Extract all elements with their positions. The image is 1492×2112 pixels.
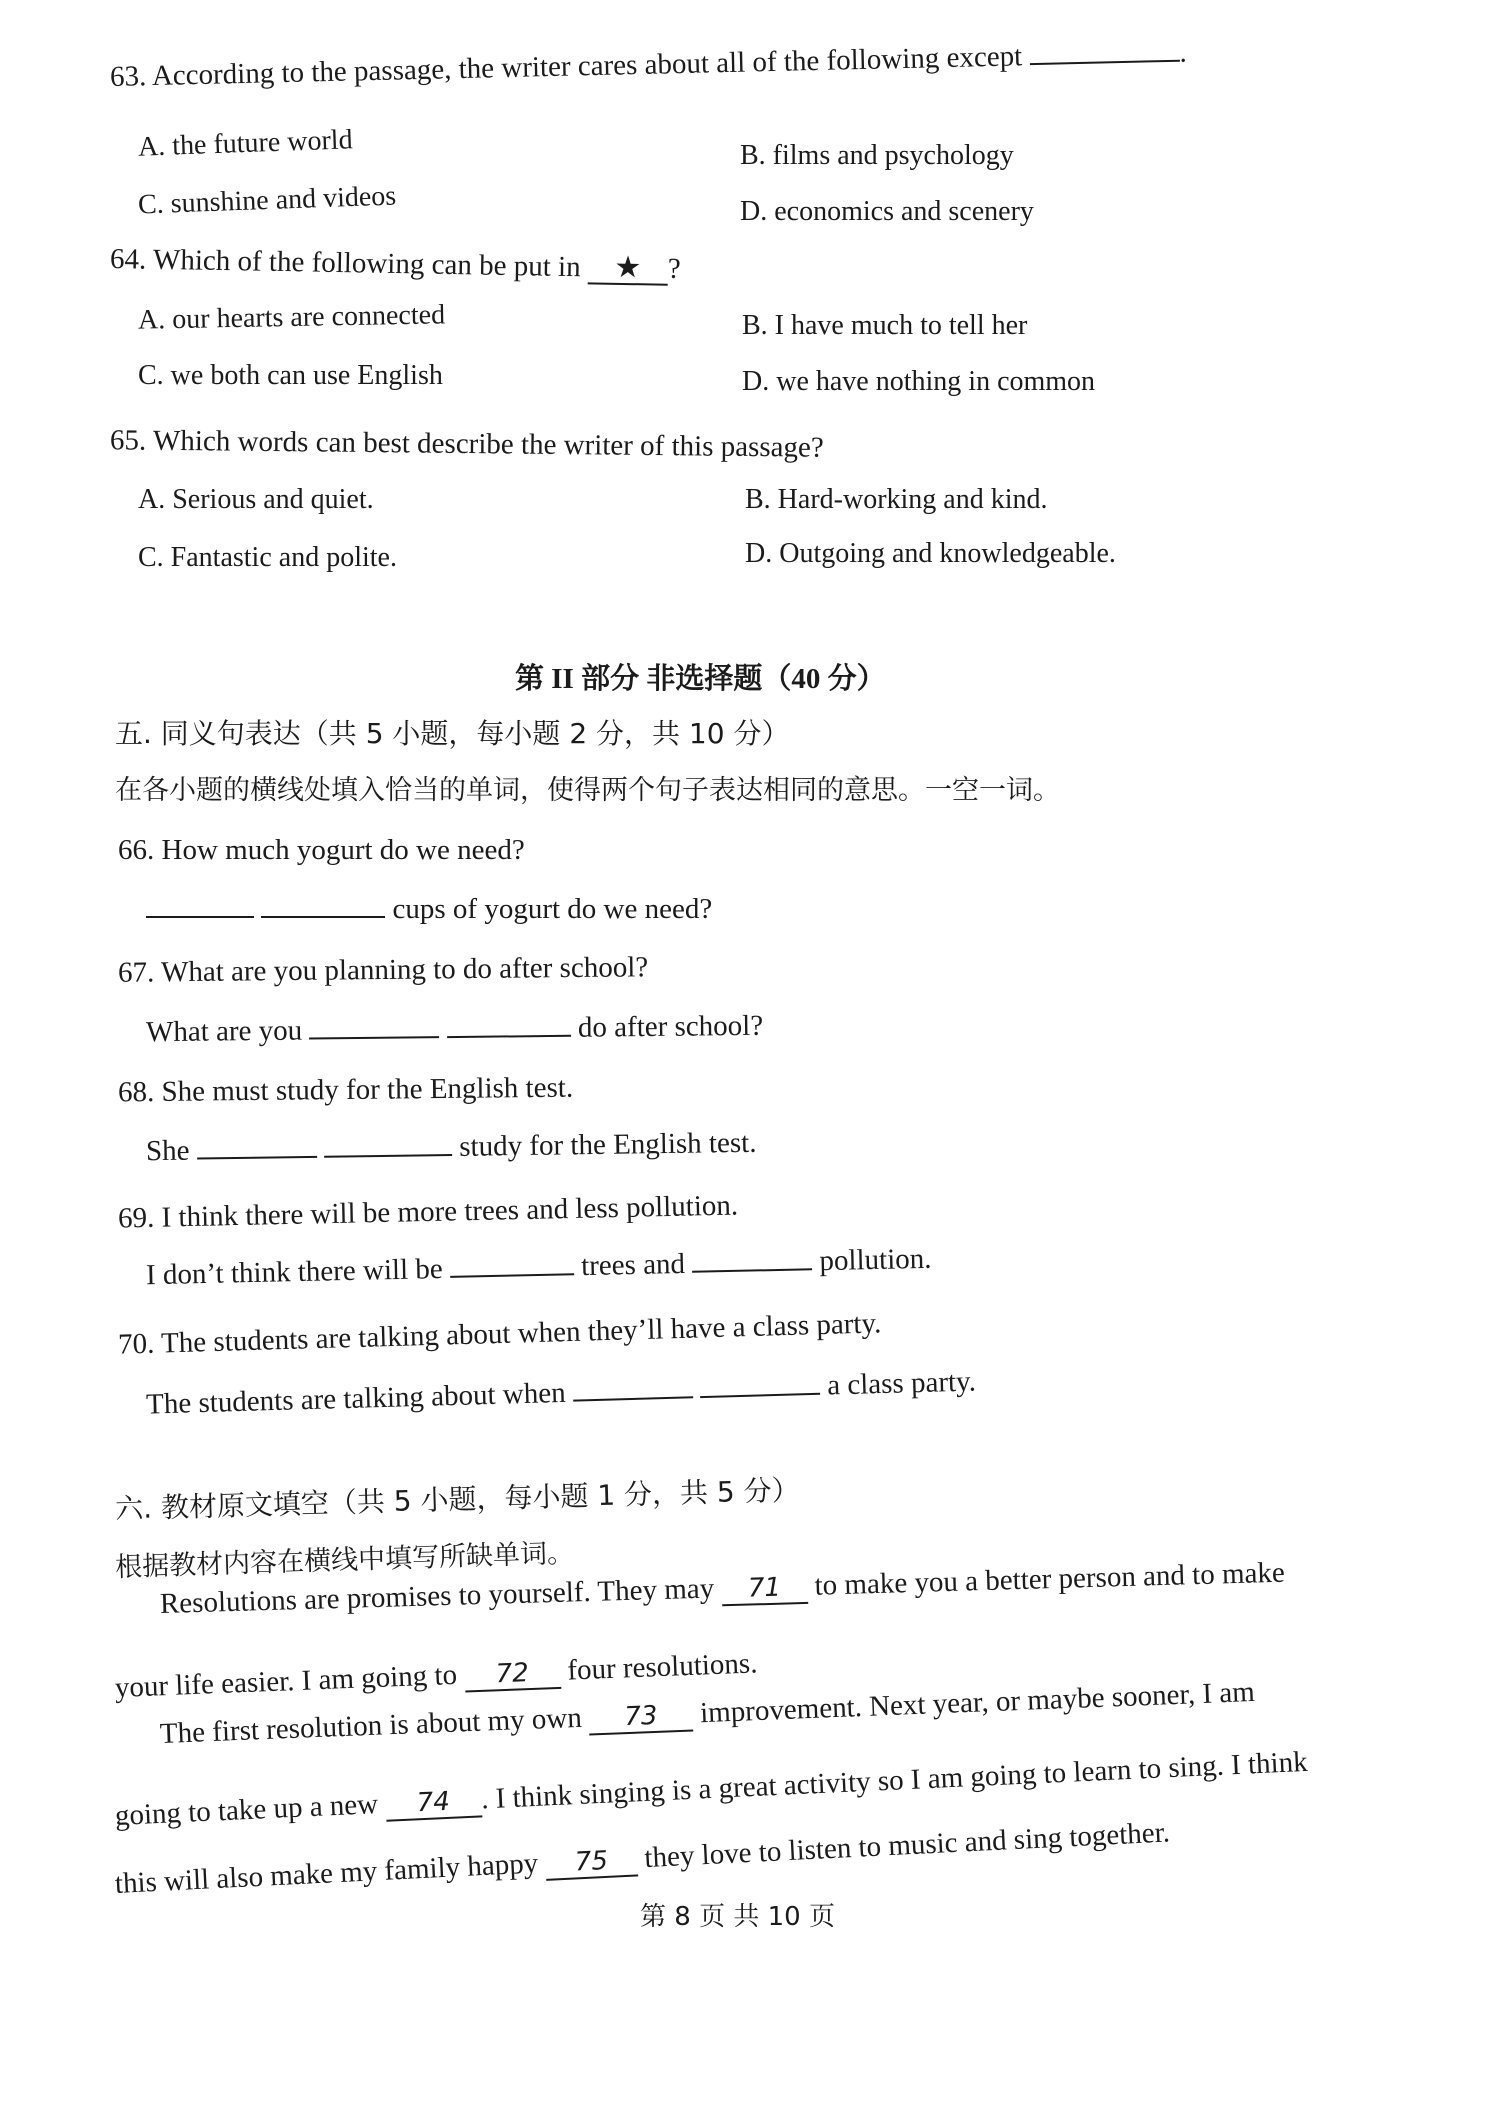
section-6-instruction: 根据教材内容在横线中填写所缺单词。 — [114, 1537, 575, 1584]
answer-blank[interactable] — [309, 1012, 439, 1039]
passage-text: four resolutions. — [566, 1647, 758, 1687]
q65-option-a[interactable]: A. Serious and quiet. — [138, 484, 374, 515]
q64-option-b[interactable]: B. I have much to tell her — [742, 310, 1028, 341]
answer-blank[interactable] — [447, 1011, 571, 1038]
answer-blank[interactable] — [572, 1372, 693, 1401]
q65-option-b[interactable]: B. Hard-working and kind. — [745, 484, 1048, 515]
passage-line-5 — [114, 1816, 1171, 1902]
blank-72[interactable]: 72 — [464, 1657, 561, 1693]
q69-rewrite-before: I don’t think there will be — [145, 1253, 444, 1292]
passage-text: improvement. Next year, or maybe sooner, I am — [699, 1675, 1256, 1730]
answer-blank[interactable] — [450, 1249, 575, 1278]
q66-original: 66. How much yogurt do we need? — [118, 834, 525, 866]
answer-blank[interactable] — [261, 892, 385, 918]
q68-rewrite-before: She — [145, 1134, 190, 1168]
q65-option-c[interactable]: C. Fantastic and polite. — [138, 542, 397, 573]
question-mark: ? — [667, 252, 681, 285]
q63-option-c[interactable]: C. sunshine and videos — [137, 180, 397, 221]
passage-text: your life easier. I am going to — [114, 1658, 458, 1704]
question-63-stem: 63. According to the passage, the writer cares about all of the following except — [109, 40, 1023, 93]
passage-text: going to take up a new — [114, 1788, 379, 1832]
q66-rewrite — [146, 892, 712, 926]
q68-rewrite — [146, 1126, 757, 1169]
passage-text: this will also make my family happy — [114, 1847, 539, 1900]
question-63: 63. According to the passage, the writer cares about all of the following except . — [109, 36, 1187, 93]
page-number: 第 8 页 共 10 页 — [640, 1902, 835, 1932]
q70-rewrite-after: a class party. — [826, 1365, 977, 1402]
q63-option-d[interactable]: D. economics and scenery — [740, 196, 1034, 227]
q68-rewrite-after: study for the English test. — [459, 1126, 757, 1163]
question-65: 65. Which words can best describe the writer of this passage? — [109, 424, 824, 464]
q70-rewrite — [146, 1364, 977, 1421]
q67-rewrite — [146, 1009, 763, 1049]
section-6-heading: 六. 教材原文填空（共 5 小题，每小题 1 分，共 5 分） — [114, 1473, 801, 1526]
q69-rewrite-mid: trees and — [580, 1247, 686, 1283]
blank-75[interactable]: 75 — [545, 1844, 638, 1880]
q67-rewrite-before: What are you — [145, 1014, 303, 1049]
answer-blank[interactable] — [197, 1132, 317, 1160]
q63-option-b[interactable]: B. films and psychology — [740, 140, 1014, 171]
q70-original: 70. The students are talking about when they’ll have a class party. — [117, 1307, 882, 1361]
q66-rewrite-text: cups of yogurt do we need? — [392, 893, 713, 925]
answer-blank[interactable] — [146, 892, 254, 918]
blank-74[interactable]: 74 — [385, 1785, 482, 1821]
section-5-heading: 五. 同义句表达（共 5 小题，每小题 2 分，共 10 分） — [115, 717, 790, 750]
question-64 — [110, 243, 681, 286]
q65-option-d[interactable]: D. Outgoing and knowledgeable. — [745, 538, 1116, 569]
q67-original: 67. What are you planning to do after school? — [117, 951, 649, 989]
q64-option-d[interactable]: D. we have nothing in common — [742, 366, 1096, 397]
q68-original: 68. She must study for the English test. — [117, 1071, 574, 1109]
q70-rewrite-before: The students are talking about when — [145, 1376, 567, 1421]
passage-text: they love to listen to music and sing together. — [643, 1816, 1171, 1875]
q64-option-c[interactable]: C. we both can use English — [138, 360, 443, 391]
section-5-instruction: 在各小题的横线处填入恰当的单词，使得两个句子表达相同的意思。一空一词。 — [115, 775, 1060, 806]
q63-option-a[interactable]: A. the future world — [137, 124, 354, 163]
q69-original: 69. I think there will be more trees and less pollution. — [117, 1189, 739, 1235]
answer-blank[interactable] — [324, 1130, 452, 1158]
answer-blank[interactable] — [1029, 36, 1180, 65]
q69-rewrite — [146, 1242, 932, 1292]
passage-text: The first resolution is about my own — [159, 1701, 583, 1750]
q67-rewrite-after: do after school? — [577, 1009, 764, 1044]
question-64-stem: 64. Which of the following can be put in — [109, 243, 581, 284]
passage-text: Resolutions are promises to yourself. They may — [159, 1572, 715, 1620]
q69-rewrite-after: pollution. — [819, 1242, 932, 1278]
answer-blank[interactable] — [692, 1244, 813, 1273]
q64-option-a[interactable]: A. our hearts are connected — [137, 299, 446, 336]
blank-71[interactable]: 71 — [721, 1572, 808, 1606]
star-icon: ★ — [588, 252, 669, 285]
passage-text: to make you a better person and to make — [814, 1556, 1286, 1602]
answer-blank[interactable] — [700, 1369, 821, 1398]
part-2-title: 第 II 部分 非选择题（40 分） — [515, 663, 886, 695]
blank-73[interactable]: 73 — [588, 1700, 693, 1736]
passage-line-2 — [114, 1647, 758, 1706]
passage-text: . I think singing is a great activity so I am going to learn to sing. I think — [480, 1745, 1309, 1816]
